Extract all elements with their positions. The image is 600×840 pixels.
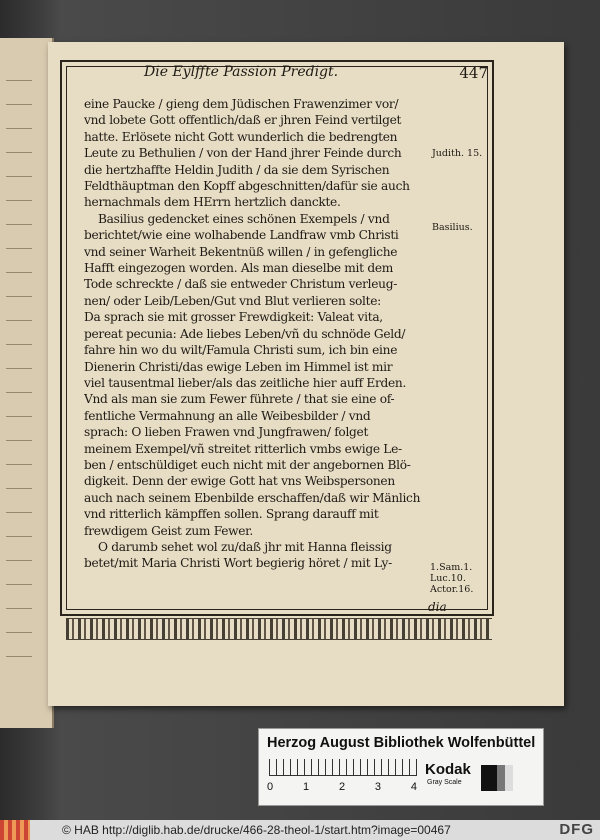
page-number: 447 [459, 64, 488, 82]
book-page [48, 42, 564, 706]
catchword: dia [428, 600, 447, 614]
footer-bar [0, 820, 600, 840]
text-line: frewdigem Geist zum Fewer. [84, 523, 253, 538]
running-head [144, 64, 494, 88]
text-line: pereat pecunia: Ade liebes Leben/vñ du schnöde Geld/ [84, 326, 406, 341]
margin-ref: 1.Sam.1. [430, 562, 473, 573]
text-line: vnd ritterlich kämpffen sollen. Sprang darauff mit [84, 507, 379, 522]
text-line: hatte. Erlösete nicht Gott wunderlich die bedrengten [84, 129, 398, 144]
text-line: sprach: O lieben Frawen vnd Jungfrawen/ folget [84, 425, 369, 440]
text-line: meinem Exempel/vñ streitet ritterlich vmbs ewige Le- [84, 441, 402, 456]
ruler-number: 2 [338, 781, 346, 793]
footer-color-strip [0, 820, 30, 840]
text-line: Basilius gedencket eines schönen Exempels / vnd [98, 211, 390, 226]
text-line: auch nach seinem Ebenbilde erschaffen/daß wir Mänlich [84, 490, 421, 505]
text-line: digkeit. Denn der ewige Gott hat vns Weibspersonen [84, 474, 395, 489]
text-line: betet/mit Maria Christi Wort begierig höret / mit Ly- [84, 556, 392, 571]
text-line: vnd seiner Warheit Bekentnüß willen / in gefengliche [84, 244, 398, 259]
ruler-number: 3 [374, 781, 382, 793]
gray-scale-swatch [481, 765, 513, 791]
measurement-ruler [269, 759, 417, 776]
text-line: fentliche Vermahnung an alle Weibesbilder / vnd [84, 408, 371, 423]
text-line: Hafft eingezogen worden. Als man dieselbe mit dem [84, 261, 394, 276]
ruler-number: 1 [302, 781, 310, 793]
text-line: O darumb sehet wol zu/daß jhr mit Hanna fleissig [98, 539, 392, 554]
text-line: Leute zu Bethulien / von der Hand jhrer Feinde durch [84, 146, 402, 161]
running-head-title: Die Eylffte Passion Predigt. [144, 64, 339, 80]
footer-credit-link[interactable]: © HAB http://diglib.hab.de/drucke/466-28-theol-1/start.htm?image=00467 [62, 823, 451, 837]
ruler-numbers [267, 781, 417, 793]
margin-note-basilius: Basilius. [432, 222, 473, 233]
text-line: hernachmals dem HErrn hertzlich danckte. [84, 195, 341, 210]
ruler-number: 4 [410, 781, 417, 793]
margin-ref: Luc.10. [430, 573, 466, 584]
text-line: die hertzhaffte Heldin Judith / da sie dem Syrischen [84, 162, 390, 177]
text-line: Vnd als man sie zum Fewer führete / that sie eine of- [84, 392, 395, 407]
adjacent-page-edge [0, 38, 54, 728]
gray-scale-label: Gray Scale [427, 779, 462, 786]
text-line: fahre hin wo du wilt/Famula Christi sum, ich bin eine [84, 343, 398, 358]
text-line: eine Paucke / gieng dem Jüdischen Frawenzimer vor/ [84, 97, 399, 111]
text-line: Tode schreckte / daß sie entweder Christum verleug- [84, 277, 398, 292]
text-line: Dienerin Christi/das ewige Leben im Himmel ist mir [84, 359, 393, 374]
kodak-logo: Kodak [425, 761, 471, 778]
ruler-number: 0 [267, 781, 274, 793]
margin-note-refs [430, 562, 473, 595]
text-line: vnd lobete Gott offentlich/daß er jhren Feind vertilget [84, 113, 402, 128]
text-line: berichtet/wie eine wolhabende Landfraw vmb Christi [84, 228, 399, 243]
library-title: Herzog August Bibliothek Wolfenbüttel [267, 735, 536, 751]
text-line: viel tausentmal lieber/als das zeitliche hier auff Erden. [84, 375, 407, 390]
ornamental-border [66, 618, 492, 640]
adjacent-page-text-strip [6, 66, 32, 666]
text-line: Da sprach sie mit grosser Frewdigkeit: Valeat vita, [84, 310, 383, 325]
library-color-card [258, 728, 544, 806]
dfg-logo: DFG [559, 821, 594, 838]
text-line: nen/ oder Leib/Leben/Gut vnd Blut verlieren solte: [84, 293, 381, 308]
text-line: Feldthäuptman den Kopff abgeschnitten/dafür sie auch [84, 179, 410, 194]
margin-note-judith: Judith. 15. [432, 148, 483, 159]
body-text [84, 96, 466, 572]
margin-ref: Actor.16. [430, 584, 474, 595]
text-line: ben / entschüldiget euch nicht mit der angebornen Blö- [84, 457, 411, 472]
